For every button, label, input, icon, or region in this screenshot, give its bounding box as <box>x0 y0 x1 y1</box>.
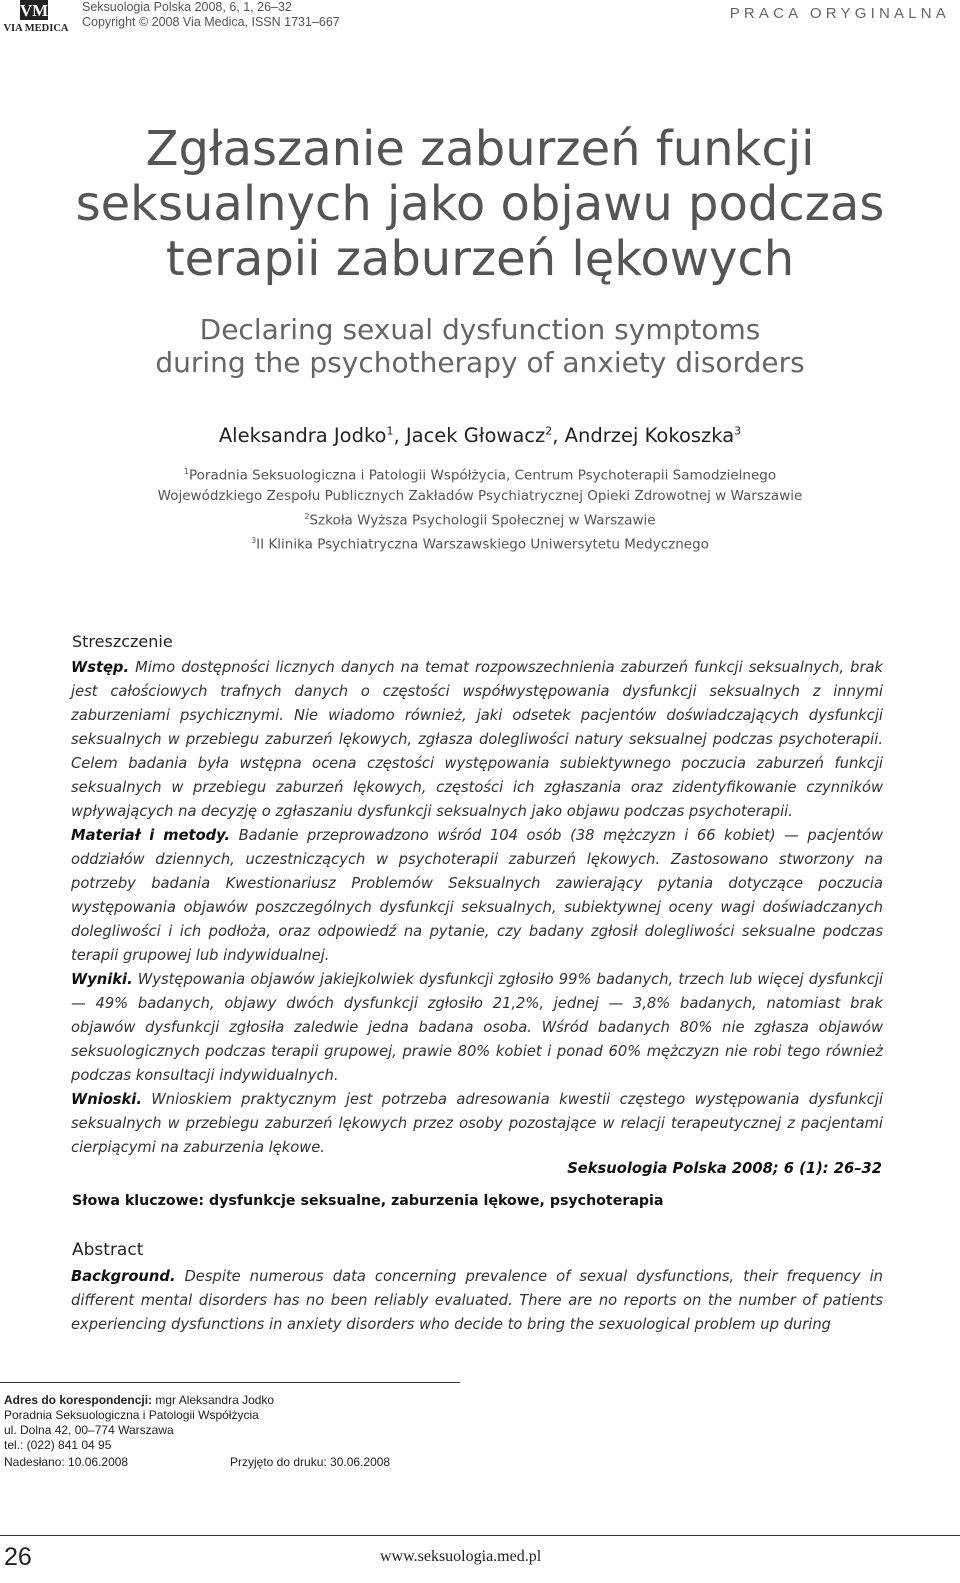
journal-website: www.seksuologia.med.pl <box>380 1548 542 1565</box>
affil-text: Wojewódzkiego Zespołu Publicznych Zakładów Psychiatrycznej Opieki Zdrowotnej w Warszawie <box>157 488 803 504</box>
footnote-divider <box>0 1382 460 1383</box>
title-line: Declaring sexual dysfunction symptoms <box>199 313 761 346</box>
paragraph-wnioski <box>71 1088 883 1160</box>
paragraph-text: Występowania objawów jakiejkolwiek dysfunkcji zgłosiło 99% badanych, trzech lub więcej dysfunkcji — 49% badanych, objawy dwóch dysfunkcji zgłosiło 21,2%, jednej — 3,8% badanych, natomiast brak objawów dysfunkcji zgłosiła zaledwie jedna badana osoba. Wśród badanych 80% nie zgłasza objawów seksuologicznych podczas terapii grupowej, prawie 80% kobiet i ponad 60% mężczyzn nie robi tego również podczas konsultacji indywidualnych. <box>71 971 883 1084</box>
affiliation-line <box>20 531 940 555</box>
author-affil-mark: 2 <box>545 424 553 438</box>
correspondence-line: Poradnia Seksuologiczna i Patologii Współżycia <box>4 1408 259 1422</box>
affil-text: Poradnia Seksuologiczna i Patologii Współżycia, Centrum Psychoterapii Samodzielnego <box>189 467 777 484</box>
correspondence-head <box>4 1393 274 1408</box>
correspondence-label: Adres do korespondencji: <box>4 1393 153 1407</box>
author-separator: , <box>552 424 565 447</box>
affiliation-line <box>20 507 940 531</box>
citation: Seksuologia Polska 2008; 6 (1): 26–32 <box>567 1160 882 1177</box>
via-medica-logo-icon <box>2 0 70 34</box>
paragraph-background <box>71 1265 883 1337</box>
svg-text:VIA MEDICA: VIA MEDICA <box>3 23 69 34</box>
paragraph-wstep <box>71 656 883 824</box>
paragraph-text: Despite numerous data concerning prevalence of sexual dysfunctions, their frequency in different mental disorders has no been reliably evaluated. There are no reports on the number of patients experiencing dysfunctions in anxiety disorders who decide to bring the sexuological problem up during <box>71 1268 883 1333</box>
abstract-heading: Abstract <box>72 1240 144 1260</box>
affiliations <box>20 462 940 555</box>
streszczenie-body <box>71 656 883 1160</box>
correspondence <box>4 1393 274 1453</box>
affil-mark: 3 <box>251 535 257 545</box>
via-medica-logo <box>2 0 70 34</box>
correspondence-line: ul. Dolna 42, 00–774 Warszawa <box>4 1423 174 1437</box>
author-name: Jacek Głowacz <box>405 424 546 447</box>
author-affil-mark: 1 <box>386 424 394 438</box>
date-accepted: Przyjęto do druku: 30.06.2008 <box>230 1455 391 1469</box>
paragraph-material <box>71 824 883 968</box>
author-affil-mark: 3 <box>734 424 742 438</box>
paragraph-label: Wstęp. <box>71 659 130 676</box>
author-separator: , <box>393 424 406 447</box>
paragraph-text: Badanie przeprowadzono wśród 104 osób (38 mężczyzn i 66 kobiet) — pacjentów oddziałów dziennych, uczestniczących w psychoterapii zaburzeń lękowych. Zastosowano stworzony na potrzeby badania Kwestionariusz Problemów Seksualnych zawierający pytania dotyczące poczucia występowania objawów poszczególnych dysfunkcji seksualnych, subiektywnej oceny wagi doświadczanych dolegliwości i ich podłoża, oraz odpowiedź na pytanie, czy badany zgłosił dolegliwości seksualne podczas terapii grupowej lub indywidualnej. <box>71 827 883 964</box>
title-polish <box>20 122 940 287</box>
author-name: Andrzej Kokoszka <box>564 424 735 447</box>
page-footer-divider <box>0 1535 960 1536</box>
paragraph-text: Mimo dostępności licznych danych na temat rozpowszechnienia zaburzeń funkcji seksualnych, brak jest całościowych trafnych danych o częstości współwystępowania dysfunkcji seksualnych z innymi zaburzeniami psychicznymi. Nie wiadomo również, jaki odsetek pacjentów doświadczających dysfunkcji seksualnych w przebiegu zaburzeń lękowych, zgłasza dolegliwości natury seksualnej podczas psychoterapii. Celem badania była wstępna ocena częstości występowania subiektywnego poczucia zaburzeń funkcji seksualnych w przebiegu zaburzeń lękowych, częstości ich zgłaszania oraz zidentyfikowanie czynników wpływających na decyzję o zgłaszaniu dysfunkcji seksualnych jako objawu podczas psychoterapii. <box>71 659 883 820</box>
affil-mark: 2 <box>304 511 310 521</box>
copyright-line: Copyright © 2008 Via Medica, ISSN 1731–667 <box>82 15 340 29</box>
page-number: 26 <box>4 1543 32 1571</box>
author-name: Aleksandra Jodko <box>218 424 387 447</box>
streszczenie-heading: Streszczenie <box>72 632 173 651</box>
paragraph-label: Materiał i metody. <box>71 827 230 844</box>
title-line: seksualnych jako objawu podczas <box>75 176 885 232</box>
correspondence-line: tel.: (022) 841 04 95 <box>4 1438 112 1452</box>
affil-text: II Klinika Psychiatryczna Warszawskiego Uniwersytetu Medycznego <box>256 536 709 552</box>
affiliation-line <box>20 462 940 486</box>
title-english <box>20 313 940 379</box>
title-line: during the psychotherapy of anxiety disorders <box>155 346 805 379</box>
svg-text:VM: VM <box>19 1 49 20</box>
affil-mark: 1 <box>183 467 189 476</box>
paragraph-label: Wyniki. <box>71 971 133 988</box>
paragraph-label: Background. <box>71 1268 176 1285</box>
paragraph-wyniki <box>71 968 883 1088</box>
journal-info <box>82 0 340 30</box>
abstract-body <box>71 1265 883 1337</box>
paragraph-text: Wnioskiem praktycznym jest potrzeba adresowania kwestii częstego występowania dysfunkcji seksualnych w przebiegu zaburzeń lękowych przez osoby pozostające w relacji terapeutycznej z pacjentami cierpiącymi na zaburzenia lękowe. <box>71 1091 883 1156</box>
journal-line: Seksuologia Polska 2008, 6, 1, 26–32 <box>82 0 292 14</box>
keywords: Słowa kluczowe: dysfunkcje seksualne, zaburzenia lękowe, psychoterapia <box>72 1193 664 1209</box>
authors <box>20 424 940 447</box>
article-type: PRACA ORYGINALNA <box>729 5 950 22</box>
affil-text: Szkoła Wyższa Psychologii Społecznej w Warszawie <box>309 512 656 528</box>
affiliation-line <box>20 486 940 507</box>
date-submitted: Nadesłano: 10.06.2008 <box>4 1455 129 1469</box>
title-line: Zgłaszanie zaburzeń funkcji <box>145 121 815 177</box>
paragraph-label: Wnioski. <box>71 1091 142 1108</box>
correspondence-name: mgr Aleksandra Jodko <box>152 1393 275 1407</box>
title-line: terapii zaburzeń lękowych <box>165 231 795 287</box>
